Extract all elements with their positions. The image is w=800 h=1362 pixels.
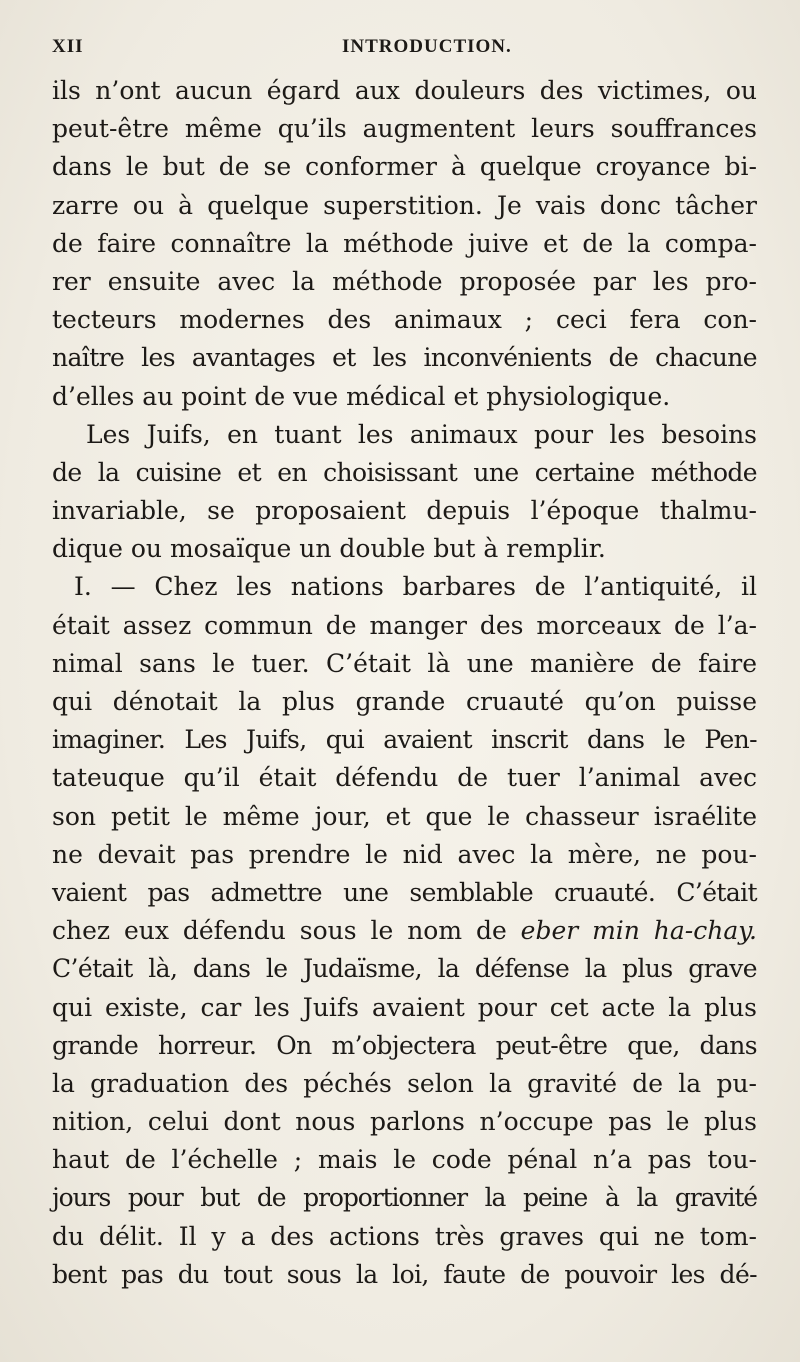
- body-text: [52, 72, 757, 1294]
- text-line: C’était là, dans le Judaïsme, la défense la plus grave: [52, 954, 757, 984]
- text-line: de la cuisine et en choisissant une certaine méthode: [52, 457, 757, 487]
- text-line: tecteurs modernes des animaux ; ceci fera con-: [52, 305, 757, 335]
- text-line: était assez commun de manger des morceaux de l’a-: [52, 610, 757, 640]
- text-line: naître les avantages et les inconvénients de chacune: [52, 343, 757, 373]
- text-line: nition, celui dont nous parlons n’occupe pas le plus: [52, 1107, 757, 1137]
- text-line: qui existe, car les Juifs avaient pour cet acte la plus: [52, 992, 757, 1022]
- text-line: ne devait pas prendre le nid avec la mère, ne pou-: [52, 839, 757, 869]
- text-line: son petit le même jour, et que le chasseur israélite: [52, 801, 757, 831]
- text-line: d’elles au point de vue médical et physiologique.: [52, 381, 671, 411]
- text-line: rer ensuite avec la méthode proposée par les pro-: [52, 266, 757, 296]
- text-segment: chez eux défendu sous le nom de: [52, 916, 507, 946]
- text-line: invariable, se proposaient depuis l’époque thalmu-: [52, 496, 757, 526]
- text-line: imaginer. Les Juifs, qui avaient inscrit dans le Pen-: [52, 725, 757, 755]
- text-line: vaient pas admettre une semblable cruauté. C’était: [52, 877, 757, 907]
- running-head: [52, 36, 752, 64]
- text-line: ils n’ont aucun égard aux douleurs des victimes, ou: [52, 76, 757, 105]
- text-line: haut de l’échelle ; mais le code pénal n’a pas tou-: [52, 1145, 757, 1175]
- text-line: bent pas du tout sous la loi, faute de pouvoir les dé-: [52, 1259, 757, 1289]
- text-line: dique ou mosaïque un double but à remplir.: [52, 534, 606, 564]
- text-line: jours pour but de proportionner la peine à la gravité: [52, 1183, 757, 1213]
- text-line: du délit. Il y a des actions très graves qui ne tom-: [52, 1221, 757, 1251]
- text-line-with-italic-term: [52, 912, 757, 950]
- paragraph-start-line: I. — Chez les nations barbares de l’antiquité, il: [74, 572, 757, 602]
- page-number: XII: [52, 36, 84, 57]
- text-line: tateuque qu’il était défendu de tuer l’animal avec: [52, 763, 757, 793]
- text-line: grande horreur. On m’objectera peut-être que, dans: [52, 1030, 757, 1060]
- italic-hebrew-term: eber min ha-chay.: [520, 916, 758, 946]
- text-line: peut-être même qu’ils augmentent leurs souffrances: [52, 114, 757, 144]
- text-line: nimal sans le tuer. C’était là une manière de faire: [52, 648, 757, 678]
- text-line: qui dénotait la plus grande cruauté qu’on puisse: [52, 687, 757, 716]
- text-line: dans le but de se conformer à quelque croyance bi-: [52, 152, 757, 182]
- paragraph-start-line: Les Juifs, en tuant les animaux pour les besoins: [86, 419, 757, 449]
- text-line: zarre ou à quelque superstition. Je vais donc tâcher: [52, 190, 757, 220]
- text-line: la graduation des péchés selon la gravité de la pu-: [52, 1068, 757, 1098]
- text-line: de faire connaître la méthode juive et de la compa-: [52, 228, 757, 258]
- running-title: INTRODUCTION.: [342, 36, 512, 57]
